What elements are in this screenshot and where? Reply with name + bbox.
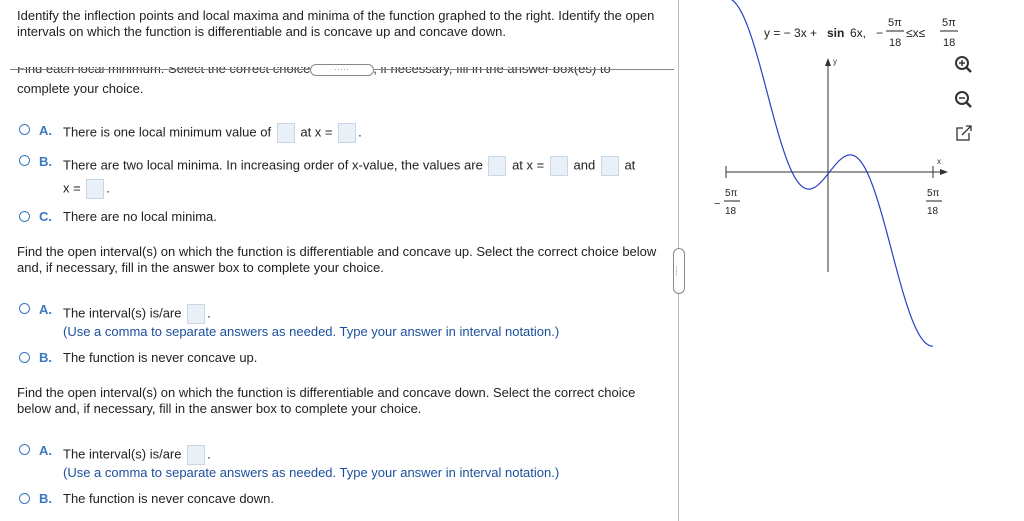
cut-off-instruction: Find each local minimum. Select the correct choice necessary, fill the answer box(es) (17, 61, 597, 76)
cd-a-letter: A. (39, 443, 52, 458)
graph-svg (680, 0, 1024, 521)
zoom-out-icon[interactable] (956, 92, 971, 107)
min-a-letter: A. (39, 123, 52, 138)
x-axis-arrow (940, 169, 948, 175)
domain-left-num: 5π (888, 17, 902, 29)
panel-resize-handle[interactable]: ...... (673, 248, 685, 294)
cu-b-letter: B. (39, 350, 52, 365)
y-axis-label: y (833, 57, 837, 66)
cu-b-text: The function is never concave up. (63, 350, 258, 365)
cu-a-radio[interactable] (19, 303, 30, 314)
expand-toggle[interactable]: ..... (310, 64, 374, 76)
min-c-radio[interactable] (19, 211, 30, 222)
cu-a-text: The interval(s) is/are (63, 305, 182, 321)
equation-rest: 6x, (850, 26, 867, 40)
min-b-at-label: at x = (512, 157, 545, 173)
complete-choice-text: complete your choice. (17, 81, 144, 96)
min-b-x-label: x = (63, 180, 81, 196)
domain-right-num: 5π (942, 17, 956, 29)
domain-left-den: 18 (889, 37, 902, 49)
min-a-content: There is one local minimum value of at x = . (63, 123, 362, 143)
min-c-letter: C. (39, 209, 52, 224)
min-b-content (63, 156, 635, 176)
cu-a-interval-box[interactable] (187, 304, 205, 324)
min-b-and-label: and (573, 157, 596, 173)
min-c-text: There are no local minima. (63, 209, 217, 224)
domain-relation: ≤x≤ (906, 26, 926, 40)
cd-a-radio[interactable] (19, 444, 30, 455)
min-a-x-box[interactable] (338, 123, 356, 143)
cd-b-radio[interactable] (19, 493, 30, 504)
tick-left-minus: − (714, 198, 721, 210)
equation-prefix: y = − 3x + (764, 26, 818, 40)
cd-a-interval-box[interactable] (187, 445, 205, 465)
cd-b-letter: B. (39, 491, 52, 506)
cu-a-content: The interval(s) is/are . (63, 304, 211, 324)
zoom-in-icon[interactable] (956, 57, 971, 72)
cd-a-hint: (Use a comma to separate answers as needed. Type your answer in interval notation.) (63, 465, 560, 480)
tick-left-den: 18 (725, 206, 737, 217)
function-curve (726, 0, 933, 346)
min-b-x1-box[interactable] (550, 156, 568, 176)
min-a-at-label: at x = (300, 124, 333, 140)
cu-a-hint: (Use a comma to separate answers as needed. Type your answer in interval notation.) (63, 324, 560, 339)
min-a-value-box[interactable] (277, 123, 295, 143)
min-b-text: There are two local minima. In increasing order of x-value, the values are (63, 157, 483, 173)
cu-b-radio[interactable] (19, 352, 30, 363)
cu-a-letter: A. (39, 302, 52, 317)
domain-right-den: 18 (943, 37, 956, 49)
popout-icon[interactable] (957, 125, 972, 140)
x-axis-label: x (937, 157, 941, 166)
question-intro: Identify the inflection points and local maxima and minima of the function graphed to the right. Identify the open intervals on which the function is differentiable and is concave up and concave down. (17, 8, 655, 39)
min-b-content-line2: x = . (63, 179, 110, 199)
domain-minus: − (876, 26, 884, 40)
graph-panel (680, 0, 1024, 521)
min-b-letter: B. (39, 154, 52, 169)
min-b-x2-box[interactable] (86, 179, 104, 199)
concave-up-prompt: Find the open interval(s) on which the function is differentiable and concave up. Select the correct choice below and, if necessary, fill in the answer box to complete your choice. (17, 244, 657, 275)
min-a-radio[interactable] (19, 124, 30, 135)
equation-sin: sin (827, 26, 845, 40)
concave-down-prompt: Find the open interval(s) on which the function is differentiable and concave down. Select the correct choice below and, if necessary, fill in the answer box to complete your choice. (17, 385, 636, 416)
min-b-radio[interactable] (19, 155, 30, 166)
cd-a-text: The interval(s) is/are (63, 446, 182, 462)
tick-left-num: 5π (725, 188, 738, 199)
cd-b-text: The function is never concave down. (63, 491, 275, 506)
min-b-value2-box[interactable] (601, 156, 619, 176)
tick-right-den: 18 (927, 206, 939, 217)
min-a-text: There is one local minimum value of (63, 124, 272, 140)
cd-a-content: The interval(s) is/are . (63, 445, 211, 465)
y-axis-arrow (825, 58, 831, 66)
min-b-value1-box[interactable] (488, 156, 506, 176)
tick-right-num: 5π (927, 188, 940, 199)
min-b-at2-label: at (624, 157, 636, 173)
